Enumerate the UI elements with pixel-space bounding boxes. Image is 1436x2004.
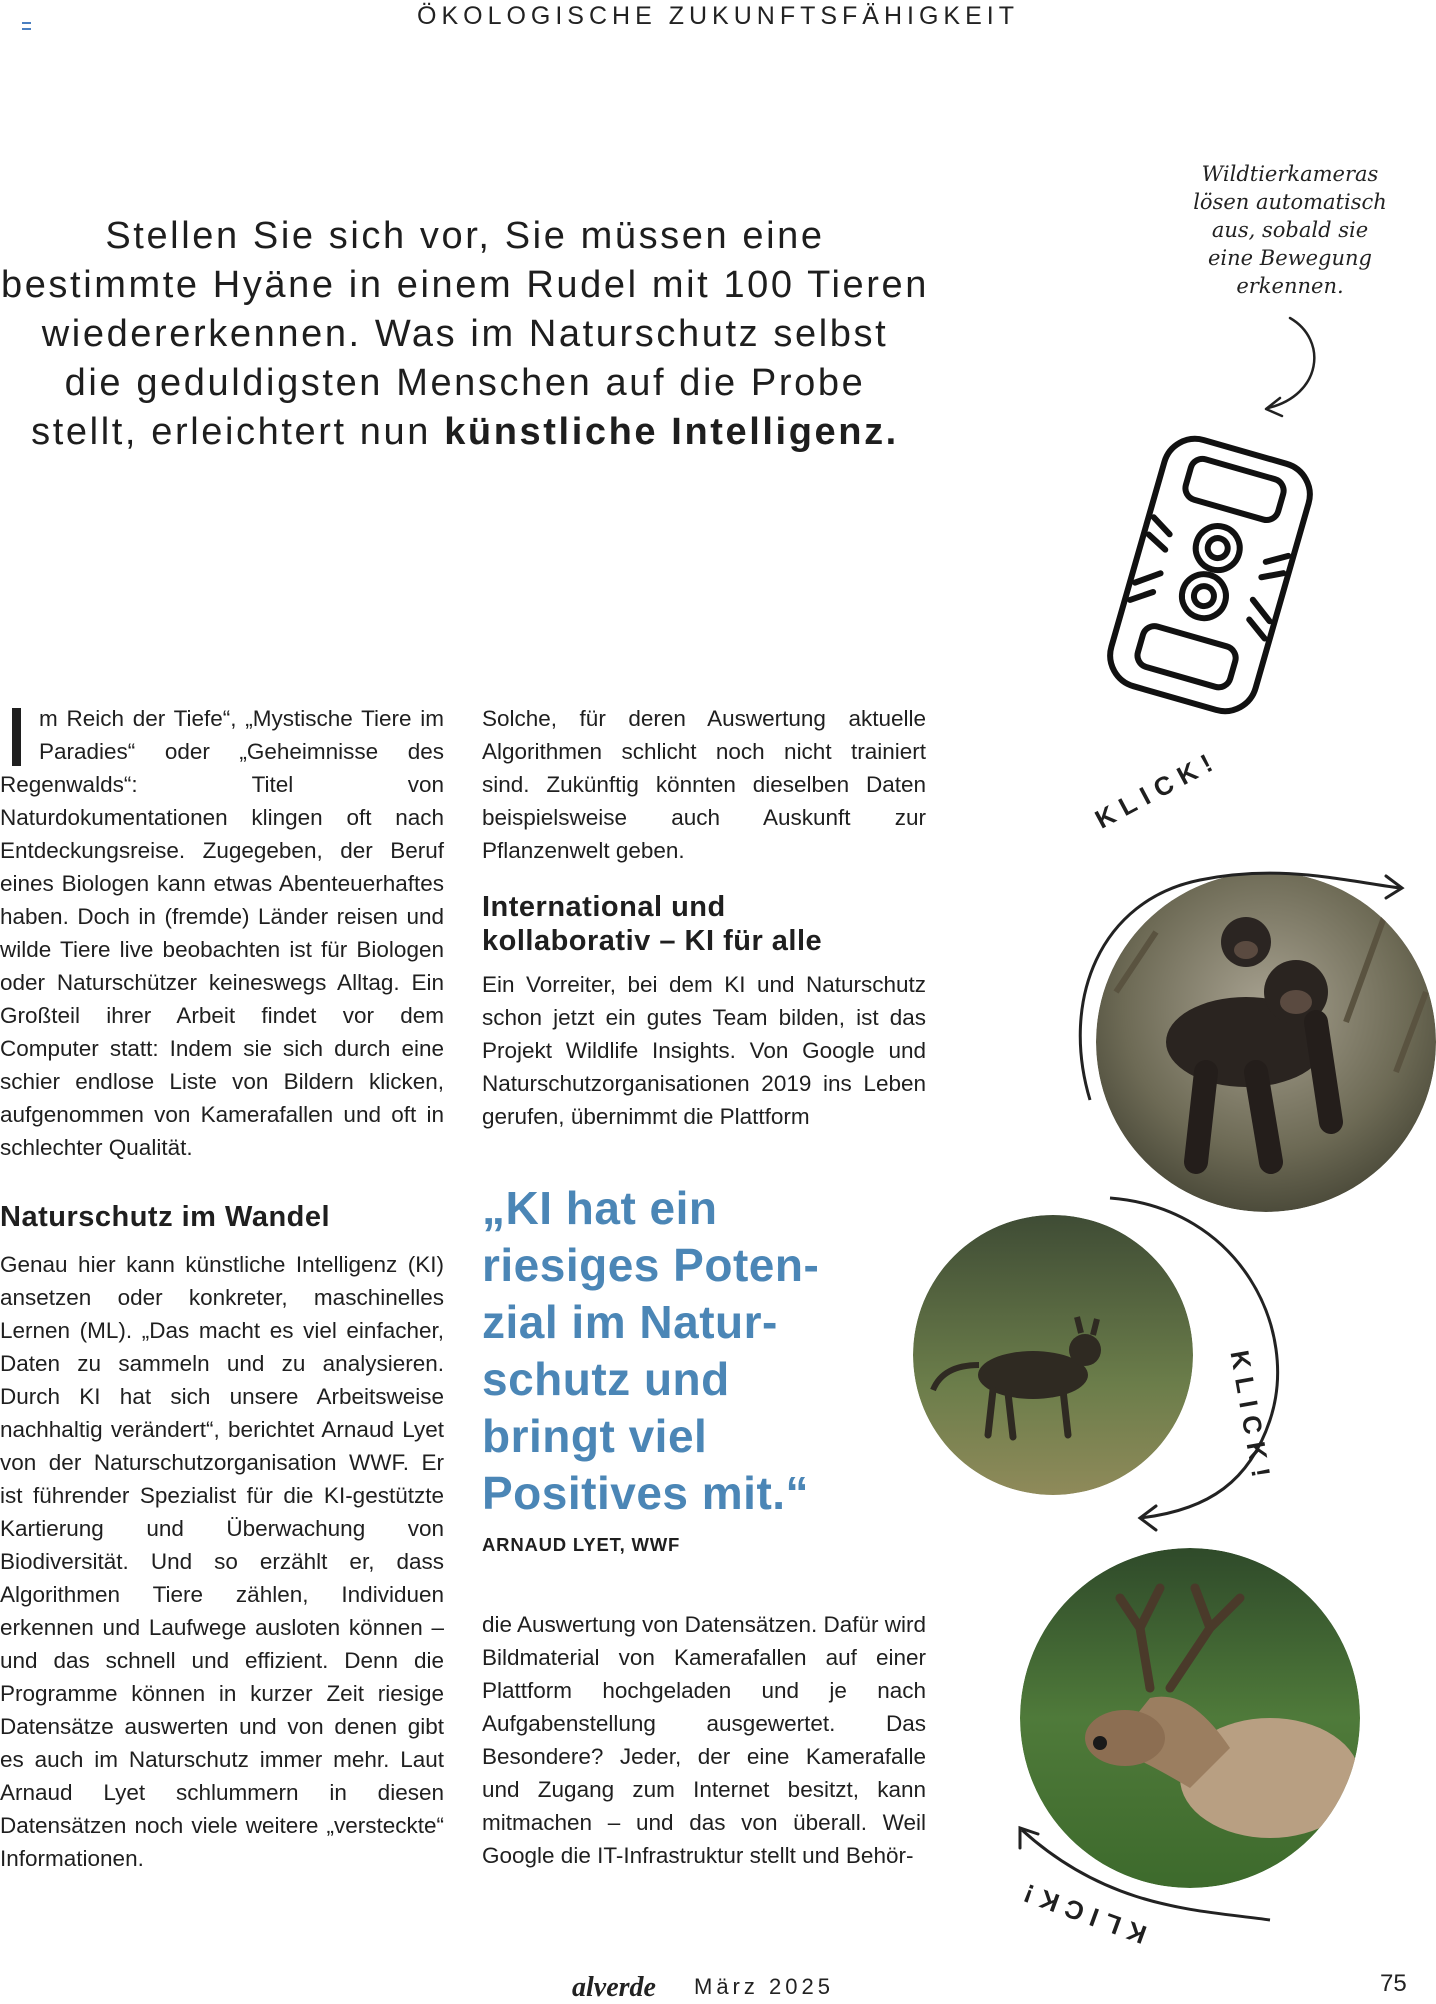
brand-logo: alverde: [572, 1972, 656, 2003]
klick-label: KLICK!: [1012, 1875, 1151, 1950]
page-number: 75: [1380, 1970, 1407, 1997]
middle-column-lower: [482, 1608, 926, 1872]
note-line: erkennen.: [1236, 274, 1344, 298]
pull-quote: [482, 1180, 902, 1522]
intro-bold: künstliche Intelligenz.: [444, 411, 899, 453]
camera-note: [1180, 160, 1400, 300]
quote-line: schutz und: [482, 1353, 730, 1405]
body-paragraph: die Auswertung von Datensätzen. Dafür wird Bildmaterial von Kamerafallen auf einer Plattform hochgeladen und je nach Aufgabenstellung ausgewertet. Das Besondere? Jeder, der eine Kamerafalle und Zugang zum Internet besitzt, kann mitmachen – und das von überall. Weil Google die IT-Infrastruktur stellt und Behör-: [482, 1612, 926, 1868]
section-rubric: ÖKOLOGISCHE ZUKUNFTSFÄHIGKEIT: [417, 2, 1019, 30]
intro-line: Stellen Sie sich vor, Sie müssen eine: [105, 215, 825, 257]
klick-label: KLICK!: [1224, 1348, 1278, 1488]
middle-column: [482, 702, 926, 867]
klick-arc-2: [1100, 1190, 1320, 1550]
quote-line: zial im Natur-: [482, 1296, 778, 1348]
note-line: Wildtierkameras: [1201, 162, 1379, 186]
middle-column-para: [482, 968, 926, 1133]
quote-line: „KI hat ein: [482, 1182, 718, 1234]
left-heading: [0, 1200, 444, 1234]
body-text: m Reich der Tiefe“, „Mystische Tiere im Paradies“ oder „Geheimnisse des Regenwalds“: Titel von Naturdokumentationen klingen oft nach Entdeckungsreise. Zugegeben, der Beruf eines Biologen kann etwas Abenteuerhaftes haben. Doch in (fremde) Länder reisen und wilde Tiere live beobachten ist für Biologen oder Naturschützer keineswegs Alltag. Ein Großteil ihrer Arbeit findet vor dem Computer statt: Indem sie sich durch eine schier endlose Liste von Bildern klicken, aufgenommen von Kamerafallen und oft in schlechter Qualität.: [0, 706, 444, 1160]
note-line: eine Bewegung: [1208, 246, 1372, 270]
quote-author: ARNAUD LYET, WWF: [482, 1534, 681, 1555]
intro-line: die geduldigsten Menschen auf die Probe: [64, 362, 866, 404]
intro-line: wiedererkennen. Was im Naturschutz selbst: [41, 313, 889, 355]
body-paragraph: [0, 702, 444, 1164]
intro-line: [0, 408, 930, 457]
note-arrow-icon: [1250, 310, 1330, 420]
klick-label: KLICK!: [1090, 744, 1225, 835]
quote-line: riesiges Poten-: [482, 1239, 820, 1291]
heading-line: kollaborativ – KI für alle: [482, 925, 823, 957]
intro-line: bestimmte Hyäne in einem Rudel mit 100 Tieren: [0, 264, 930, 306]
klick-arc-1: [1040, 820, 1430, 1120]
body-paragraph: Ein Vorreiter, bei dem KI und Naturschutz schon jetzt ein gutes Team bilden, ist das Projekt Wildlife Insights. Von Google und Naturschutzorganisationen 2019 ins Leben gerufen, übernimmt die Plattform: [482, 972, 926, 1129]
left-column: [0, 702, 444, 1164]
intro-line-end: stellt, erleichtert nun: [31, 411, 432, 453]
body-paragraph: Solche, für deren Auswertung aktuelle Algorithmen schlicht noch nicht trainiert sind. Zukünftig könnten dieselben Daten beispielsweise auch Auskunft zur Pflanzenwelt geben.: [482, 706, 926, 863]
issue-date: März 2025: [694, 1974, 834, 1999]
note-line: aus, sobald sie: [1211, 218, 1369, 242]
body-paragraph: Genau hier kann künstliche Intelligenz (KI) ansetzen oder konkreter, maschinelles Lernen (ML). „Das macht es viel einfacher, Daten zu sammeln und zu analysieren. Durch KI hat sich unsere Arbeitsweise nachhaltig verändert“, berichtet Arnaud Lyet von der Naturschutzorganisation WWF. Er ist führender Spezialist für die KI-gestützte Kartierung und Überwachung von Biodiversität. Und so erzählt er, dass Algorithmen Tiere zählen, Individuen erkennen und Laufwege ausloten können – und das schnell und effizient. Denn die Programme können in kurzer Zeit riesige Datensätze auswerten und von denen gibt es auch im Naturschutz immer mehr. Laut Arnaud Lyet schlummern in diesen Datensätzen noch viele weitere „versteckte“ Informationen.: [0, 1252, 444, 1871]
heading-text: Naturschutz im Wandel: [0, 1201, 331, 1233]
quote-line: Positives mit.“: [482, 1467, 810, 1519]
quote-line: bringt viel: [482, 1410, 708, 1462]
middle-heading: [482, 890, 926, 958]
intro-text: [0, 212, 930, 457]
left-column-lower: [0, 1248, 444, 1875]
note-line: lösen automatisch: [1193, 190, 1387, 214]
heading-line: International und: [482, 891, 726, 923]
dropcap-i: [12, 708, 21, 766]
camera-trap-icon: [1080, 425, 1340, 725]
